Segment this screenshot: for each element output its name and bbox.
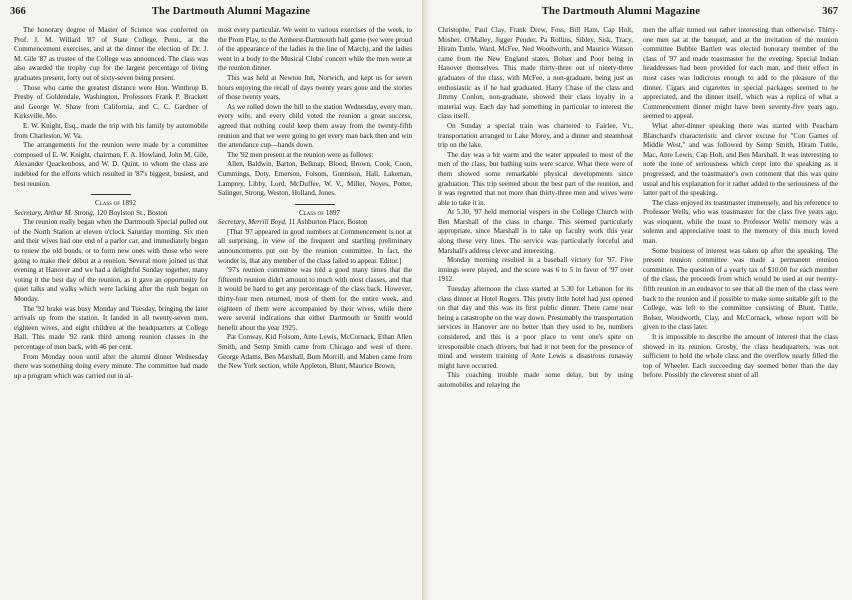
secretary-address: 120 Boylston St., Boston [96, 208, 168, 217]
paragraph: At 5.30, '97 held memorial vespers in the College Church with Ben Marshall of the class in charge. This seemed particularly appropriate, since Marshall is to take up faculty work this year along these very lines. The service was particularly forceful and Marshall's address clever and interesting. [438, 208, 633, 255]
paragraph: This coaching trouble made some delay, but by using automobiles and relaying the [438, 371, 633, 389]
secretary-line [218, 218, 412, 228]
paragraph: Christophe, Paul Clay, Frank Drew, Foss, Bill Ham, Cap Holt, Mosher, O'Malley, Jigger Pender, Pa Rollins, Sibley, Sisk, Tracy, Hiram Tuttle, Ward, McFee, Ned Woodworth, and Maurice Watson came from the New England states, Bolser and Poor being in Hanover themselves. This made thirty-three out of ninety-three graduates of the class, with McFee, a non-graduate, being just as enthusiastic as if he had graduated. Harry Chase of the class and Jimmy Conlon, non-graduate, showed their class loyalty in a material way. Each day had something in particular to interest the class itself. [438, 26, 633, 121]
secretary-line [14, 209, 208, 219]
running-title: The Dartmouth Alumni Magazine [541, 6, 701, 17]
column-2 [218, 26, 412, 598]
paragraph: Some business of interest was taken up after the speaking. The present reunion committee was made a permanent reunion committee. The question of a yearly tax of $10.00 for each member of the class, the proceeds from which would be used at our twenty-fifth reunion in an endeavor to see that all the men of the class were back to the reunion and if possible to make some suitable gift to the College, was left to the committee consisting of Blunt, Tuttle, Bolser, Woodworth, Clay, and McCornack, whose report will be given to the class later. [643, 246, 838, 332]
section-divider [91, 194, 131, 195]
paragraph: E. W. Knight, Esq., made the trip with his family by automobile from Charleston, W. Va. [14, 121, 208, 140]
column-1 [438, 26, 633, 598]
left-page-header [0, 6, 422, 20]
paragraph: The day was a bit warm and the water appealed to most of the men of the class, but bathing suits were scarce. What there were of them showed some remarkable physical developments since graduation. This trip seemed about the best part of the reunion, and it was regretted that not more than thirty-three men and wives were able to take it in. [438, 150, 633, 207]
paragraph: '97's reunion committee was told a good many times that the fifteenth reunion didn't amount to much with most classes, and that it would be hard to get any percentage of the class back. However, thirty-four men returned, most of them for the entire week, and eighteen of them were accompanied by their wives, while there were several indications that either Dartmouth or Smith would benefit about the year 1925. [218, 266, 412, 332]
paragraph: men the affair turned out rather interesting than otherwise. Thirty-one men sat at the banquet, and at the invitation of the reunion committee Bubbie Bartlett was elected honorary member of the class of '97 and made toastmaster for the evening. Special Indian headdresses had been provided for each man, and their effect in most cases was ludicrous enough to add to the pleasure of the dinner. Cigars and cigarettes in special packages seemed to be appreciated, and the dinner itself, which was a replica of what a Commencement dinner might have been seventy-five years ago, seemed to appeal. [643, 26, 838, 121]
right-page-columns [438, 26, 838, 598]
page-number: 367 [822, 6, 838, 17]
section-divider [295, 204, 335, 205]
running-title: The Dartmouth Alumni Magazine [151, 6, 311, 17]
paragraph: Allen, Baldwin, Barton, Belknap, Blood, Brown, Cook, Coon, Cummings, Doty, Emerson, Folsom, Gunnison, Hall, Lakeman, Lamprey, Libby, Lord, McDuffee, W. V., Miller, Noyes, Potter, Salinger, Strong, Weston, Holland, Jones. [218, 160, 412, 198]
class-heading: Class of 1892 [94, 199, 137, 208]
paragraph: It is impossible to describe the amount of interest that the class showed in its reunion. Grosby, the class headquarters, was not sufficient to hold the whole class and the overflow nearly filled the top of Wheeler. Each succeeding day seemed better than the day before. Possibly the cleverest stunt of all [643, 333, 838, 380]
left-page-columns [14, 26, 412, 598]
paragraph: The arrangements for the reunion were made by a committee composed of E. W. Knight, chairman, F. A. Howland, John M. Gile, Alexander Quackenboss, and W. D. Quint, to whom the class are indebted for the efforts which resulted in '87's biggest, busiest, and best reunion. [14, 141, 208, 188]
paragraph: The reunion really began when the Dartmouth Special pulled out of the North Station at eleven o'clock Saturday morning. Six men and their wives had one end of a parlor car, and immediately began to renew the old bonds, or to form new ones with those who were going to make their début at a reunion. Several more joined us that evening at Hanover and we had a delightful Sunday together, many voting it the best day of the reunion, as it gave an opportunity for quiet talks and walks which were lacking after the rush began on Monday. [14, 218, 208, 304]
paragraph: The '92 brake was busy Monday and Tuesday, bringing the later arrivals up from the station. It landed in all twenty-seven men, eighteen wives, and eight children at the headquarters at College Hall. This made '92 rank third among reunion classes in the percentage of men back, with 46 per cent. [14, 304, 208, 351]
secretary-address: 11 Ashburton Place, Boston [288, 218, 368, 227]
class-heading: Class of 1897 [298, 208, 341, 217]
paragraph: Tuesday afternoon the class started at 5.30 for Lebanon for its class dinner at Hotel Rogers. This pretty little hotel had just opened on that day and this was its first public dinner. There came near being a catastrophe on the way down. Presumably the transportation services in Hanover are no better than they used to be, numbers considered, and this is a poor place to vent one's spite on irresponsible coach drivers, but had it not been for the presence of mind and western training of Ante Lewis a disastrous runaway might have occurred. [438, 285, 633, 370]
paragraph: [That '97 appeared in good numbers at Commencement is not at all surprising, in view of the frequent and startling preliminary announcements put out by the reunion committee. In fact, the wonder is, that any member of the class failed to appear. Editor.] [218, 227, 412, 265]
paragraph: The honorary degree of Master of Science was conferred on Prof. J. M. Willard '87 of State College, Penn., at the Commencement exercises, and at the dinner the election of Dr. J. M. Gile '87 as trustee of the College was announced. The class was also awarded the trophy cup for the largest percentage of living graduates present, forty out of sixty-seven being present. [14, 26, 208, 82]
paragraph: On Sunday a special train was chartered to Fairlee, Vt., transportation arranged to Lake Morey, and a dinner and steamboat trip on the lake. [438, 121, 633, 150]
column-1 [14, 26, 208, 598]
paragraph: As we rolled down the hill to the station Wednesday, every man, every wife, and every child voted the reunion a great success, agreed that nothing could keep them away from the twenty-fifth reunion and that we were going to get every man back then and win the attendance cup—hands down. [218, 102, 412, 150]
page-number: 366 [10, 6, 26, 17]
paragraph: Monday morning resulted in a baseball victory for '97. Five innings were played, and the score was 6 to 5 in favor of '97 over 1912. [438, 256, 633, 284]
paragraph: What after-dinner speaking there was started with Peacham Blanchard's characteristic and clever excuse for "Con Games of Middle West," and was followed by Semp Smith, Hiram Tuttle, Mac, Ante Lewis, Cap Holt, and Ben Marshall. It was interesting to note the tone of seriousness which crept into the speaking as it progressed, and the toastmaster's own comment that this was quite usual and his explanation for it rather added to the seriousness of the latter part of the speaking. [643, 121, 838, 198]
paragraph: From Monday noon until after the alumni dinner Wednesday there was something doing every minute. The committee had made up a program which was carried out in al- [14, 352, 208, 380]
paragraph: The '92 men present at the reunion were as follows: [227, 150, 374, 159]
paragraph: This was held at Newton Inn, Norwich, and kept us for seven hours enjoying the recall of days twenty years gone and the stories of those twenty years. [218, 73, 412, 102]
paragraph: most every particular. We went to various exercises of the week, to the Prom Play, to the Amherst-Dartmouth ball game (we were proud of the appearance of the ladies in the line of March), and the ladies went in a body to the Musical Clubs' concert while the men were at the reunion dinner. [218, 26, 412, 73]
right-page [430, 0, 852, 600]
page-gutter [422, 0, 430, 600]
paragraph: Pat Conway, Kid Folsom, Ante Lewis, McCornack, Ethan Allen Smith, and Semp Smith came from Chicago and west of there. George Adams, Ben Marshall, Bum Morrill, and Maben came from the New York section, while Appleton, Blunt, Maurice Brown, [218, 333, 412, 371]
paragraph: The class enjoyed its toastmaster immensely, and his reference to Professor Wells, who was toastmaster for the class five years ago, was eloquent, while the toast to Professor Wells' memory was a solemn and appreciative toast to the memory of this much loved man. [643, 198, 838, 246]
column-2 [643, 26, 838, 598]
paragraph: Those who came the greatest distance were Hon. Winthrop B. Presby of Goldendale, Washington, Professors Frank P. Brackett and George W. Shaw from California, and C. C. Gardner of Kirksville, Mo. [14, 83, 208, 121]
secretary-label: Secretary, Merrill Boyd, [218, 218, 287, 227]
left-page [0, 0, 422, 600]
right-page-header [430, 6, 852, 20]
secretary-label: Secretary, Arthur M. Strong, [14, 208, 95, 217]
